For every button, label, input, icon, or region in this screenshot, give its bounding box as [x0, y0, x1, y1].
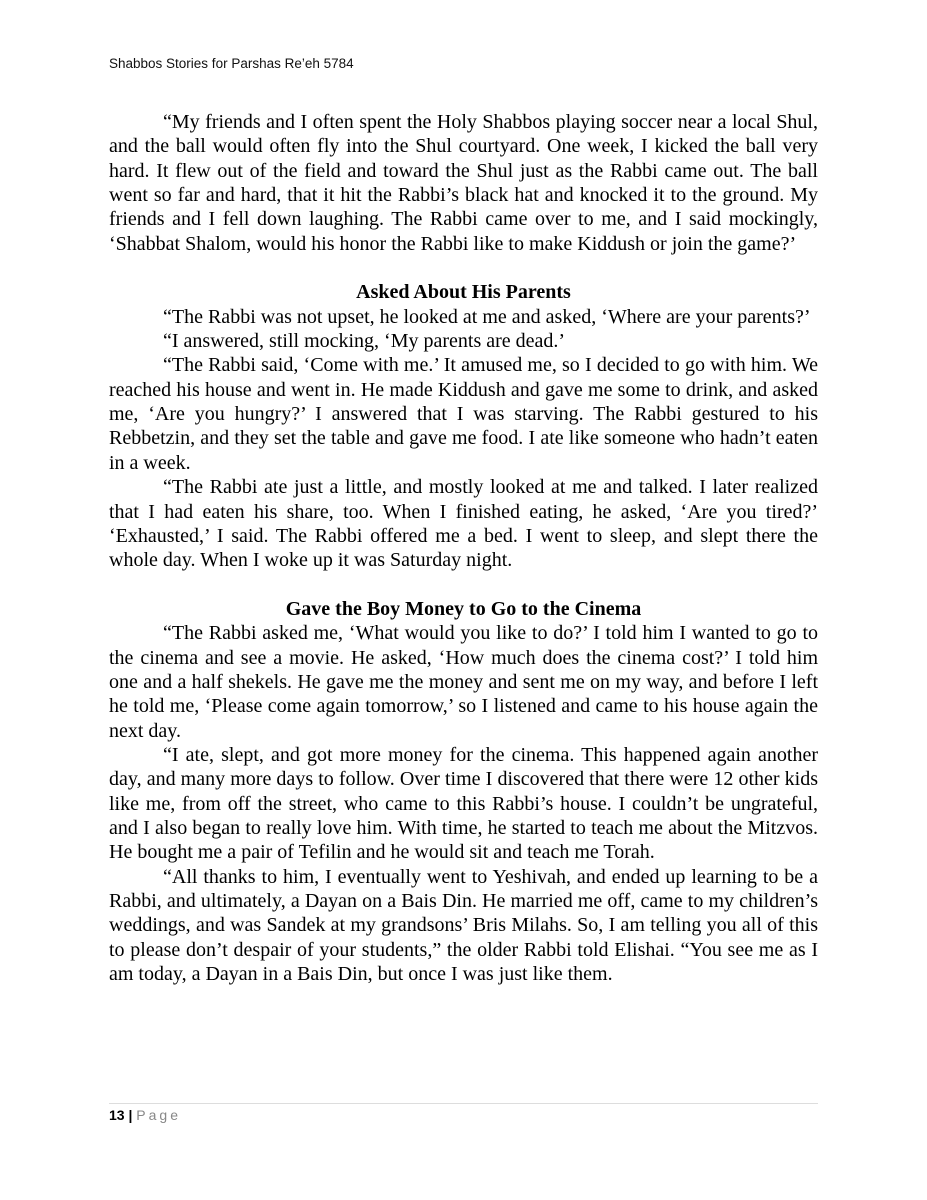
footer-divider [109, 1103, 818, 1104]
paragraph: “The Rabbi asked me, ‘What would you like to do?’ I told him I wanted to go to the cinema and see a movie. He asked, ‘How much does the cinema cost?’ I told him one and a half shekels. He gave me the money and sent me on my way, and before I left he told me, ‘Please come again tomorrow,’ so I listened and came to his house again the next day. [109, 622, 818, 742]
page-label: Page [136, 1107, 181, 1123]
paragraph: “I answered, still mocking, ‘My parents are dead.’ [163, 330, 566, 353]
page-footer [109, 1107, 181, 1123]
paragraph: “All thanks to him, I eventually went to Yeshivah, and ended up learning to be a Rabbi, and ultimately, a Dayan on a Bais Din. He married me off, came to my children’s weddings, and was Sandek at my grandsons’ Bris Milahs. So, I am telling you all of this to please don’t despair of your students,” the older Rabbi told Elishai. “You see me as I am today, a Dayan in a Bais Din, but once I was just like them. [109, 865, 818, 986]
paragraph: “The Rabbi said, ‘Come with me.’ It amused me, so I decided to go with him. We reached his house and went in. He made Kiddush and gave me some to drink, and asked me, ‘Are you hungry?’ I answered that I was starving. The Rabbi gestured to his Rebbetzin, and they set the table and gave me food. I ate like someone who hadn’t eaten in a week. [109, 354, 818, 474]
paragraph: “The Rabbi ate just a little, and mostly looked at me and talked. I later realized that I had eaten his share, too. When I finished eating, he asked, ‘Are you tired?’ ‘Exhausted,’ I said. The Rabbi offered me a bed. I went to sleep, and slept there the whole day. When I woke up it was Saturday night. [109, 476, 818, 572]
body-text [109, 110, 818, 986]
paragraph: “The Rabbi was not upset, he looked at me and asked, ‘Where are your parents?’ [163, 305, 811, 328]
paragraph: “My friends and I often spent the Holy Shabbos playing soccer near a local Shul, and the ball would often fly into the Shul courtyard. One week, I kicked the ball very hard. It flew out of the field and toward the Shul just as the Rabbi came out. The ball went so far and hard, that it hit the Rabbi’s black hat and knocked it to the ground. My friends and I fell down laughing. The Rabbi came over to me, and I said mockingly, ‘Shabbat Shalom, would his honor the Rabbi like to make Kiddush or join the game?’ [109, 111, 818, 255]
section-heading: Asked About His Parents [356, 281, 571, 304]
section-heading: Gave the Boy Money to Go to the Cinema [285, 597, 642, 620]
paragraph: “I ate, slept, and got more money for the cinema. This happened again another day, and many more days to follow. Over time I discovered that there were 12 other kids like me, from off the street, who came to this Rabbi’s house. I couldn’t be ungrateful, and I also began to really love him. With time, he started to teach me about the Mitzvos. He bought me a pair of Tefilin and he would sit and teach me Torah. [109, 743, 818, 864]
footer-separator: | [128, 1107, 133, 1123]
page-number: 13 [109, 1107, 125, 1123]
running-header: Shabbos Stories for Parshas Re’eh 5784 [109, 56, 354, 71]
